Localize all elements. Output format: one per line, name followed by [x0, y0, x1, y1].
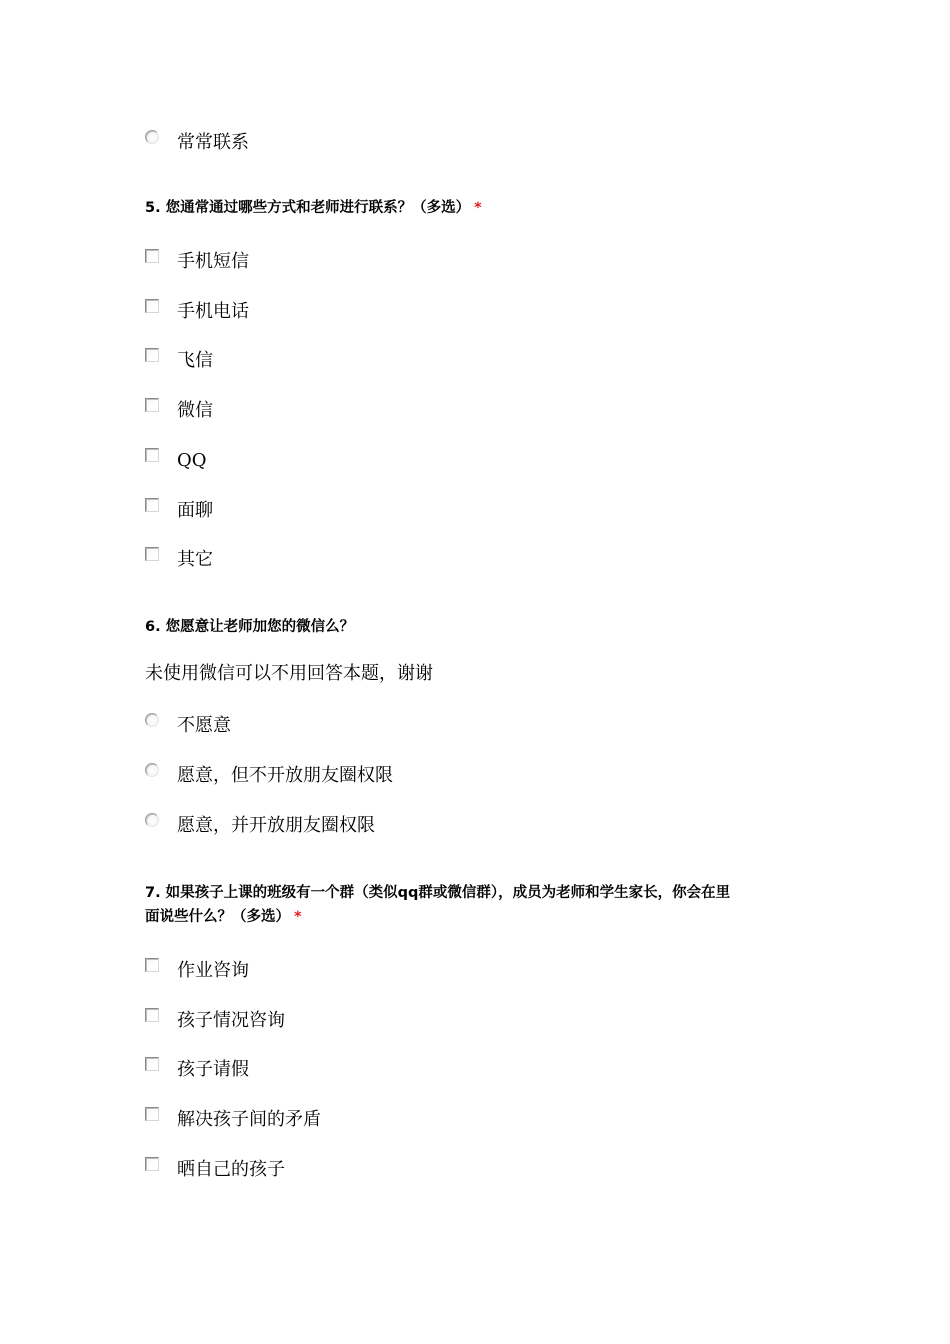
radio-button[interactable] — [145, 763, 159, 777]
checkbox[interactable] — [145, 958, 159, 972]
checkbox[interactable] — [145, 448, 159, 462]
question-title-text: 6. 您愿意让老师加您的微信么？ — [145, 619, 355, 635]
option-label: 愿意，并开放朋友圈权限 — [177, 815, 375, 836]
radio-button[interactable] — [145, 813, 159, 827]
option-label: 作业咨询 — [177, 960, 249, 981]
option-label: 飞信 — [177, 350, 213, 371]
option-label: 孩子请假 — [177, 1059, 249, 1080]
option-label: 解决孩子间的矛盾 — [177, 1109, 321, 1130]
required-asterisk: * — [294, 909, 302, 925]
checkbox[interactable] — [145, 547, 159, 561]
option-label: 其它 — [177, 549, 213, 570]
option-label: QQ — [177, 450, 207, 471]
option-label: 手机短信 — [177, 251, 249, 272]
required-asterisk: * — [474, 200, 482, 216]
question-title-text: 面说些什么？（多选） — [145, 909, 290, 925]
checkbox[interactable] — [145, 1057, 159, 1071]
question-6-title — [145, 615, 354, 639]
question-5-title — [145, 196, 482, 220]
question-title-text: 7. 如果孩子上课的班级有一个群（类似qq群或微信群），成员为老师和学生家长，你会在里 — [145, 885, 731, 901]
checkbox[interactable] — [145, 249, 159, 263]
option-label: 晒自己的孩子 — [177, 1159, 285, 1180]
checkbox[interactable] — [145, 348, 159, 362]
checkbox[interactable] — [145, 1157, 159, 1171]
option-label: 手机电话 — [177, 301, 249, 322]
checkbox[interactable] — [145, 1008, 159, 1022]
checkbox[interactable] — [145, 498, 159, 512]
option-label: 孩子情况咨询 — [177, 1010, 285, 1031]
checkbox[interactable] — [145, 398, 159, 412]
option-label: 常常联系 — [177, 132, 249, 153]
question-7-title-line-2 — [145, 905, 302, 929]
checkbox[interactable] — [145, 299, 159, 313]
question-7-title-line-1 — [145, 881, 730, 905]
radio-button[interactable] — [145, 130, 159, 144]
question-6-note: 未使用微信可以不用回答本题，谢谢 — [145, 663, 433, 684]
option-label: 不愿意 — [177, 715, 231, 736]
option-label: 愿意，但不开放朋友圈权限 — [177, 765, 393, 786]
question-title-text: 5. 您通常通过哪些方式和老师进行联系？（多选） — [145, 200, 471, 216]
option-label: 微信 — [177, 400, 213, 421]
checkbox[interactable] — [145, 1107, 159, 1121]
radio-button[interactable] — [145, 713, 159, 727]
option-label: 面聊 — [177, 500, 213, 521]
